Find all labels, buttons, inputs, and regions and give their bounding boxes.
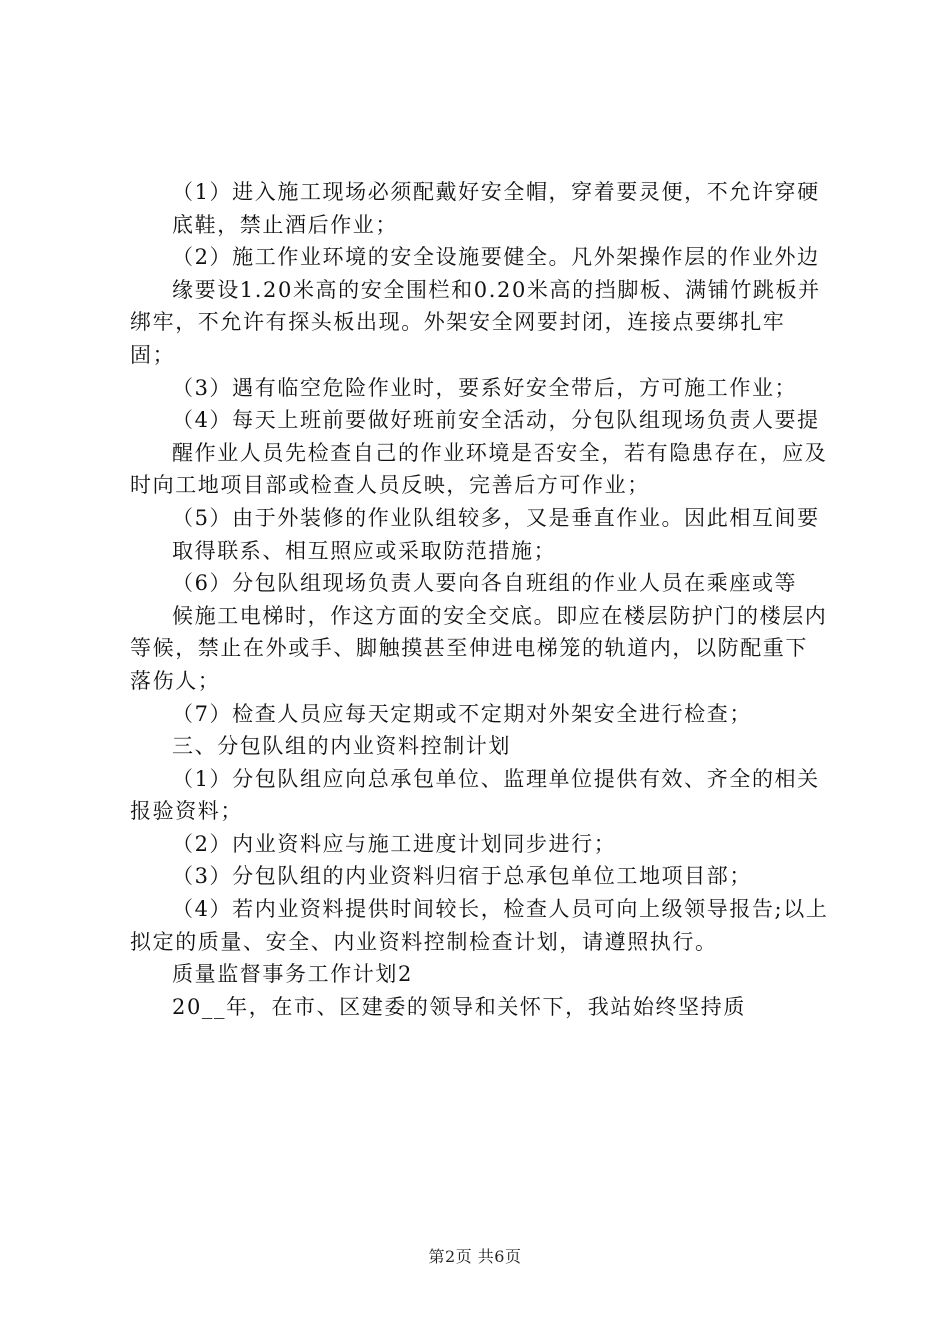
document-body [130, 176, 830, 1023]
paragraph-17: （4）若内业资料提供时间较长，检查人员可向上级领导报告;以上拟定的质量、安全、内业资料控制检查计划，请遵照执行。 [130, 897, 829, 954]
paragraph-12: （7）检查人员应每天定期或不定期对外架安全进行检查； [172, 701, 752, 726]
paragraph-15: （2）内业资料应与施工进度计划同步进行； [172, 831, 617, 856]
paragraph-3: （2）施工作业环境的安全设施要健全。凡外架操作层的作业外边 [172, 245, 820, 270]
paragraph-14: （1）分包队组应向总承包单位、监理单位提供有效、齐全的相关报验资料； [130, 766, 820, 824]
paragraph-8: （5）由于外装修的作业队组较多，又是垂直作业。因此相互间要 [172, 505, 820, 530]
section-heading: 三、分包队组的内业资料控制计划 [172, 734, 511, 759]
paragraph-2: 底鞋，禁止酒后作业； [172, 212, 398, 237]
paragraph-5: （3）遇有临空危险作业时，要系好安全带后，方可施工作业； [172, 375, 798, 400]
paragraph-1: （1）进入施工现场必须配戴好安全帽，穿着要灵便，不允许穿硬 [172, 180, 820, 204]
paragraph-4: 缘要设1.20米高的安全围栏和0.20米高的挡脚板、满铺竹跳板并绑牢，不允许有探头板出现。外架安全网要封闭，连接点要绑扎牢固； [130, 277, 821, 367]
subtitle-heading: 质量监督事务工作计划2 [172, 962, 413, 987]
paragraph-9: 取得联系、相互照应或采取防范措施； [172, 538, 557, 563]
paragraph-6: （4）每天上班前要做好班前安全活动，分包队组现场负责人要提 [172, 408, 820, 433]
paragraph-19: 20__年，在市、区建委的领导和关怀下，我站始终坚持质 [172, 994, 746, 1019]
paragraph-16: （3）分包队组的内业资料归宿于总承包单位工地项目部； [172, 864, 752, 889]
paragraph-10: （6）分包队组现场负责人要向各自班组的作业人员在乘座或等 [172, 571, 798, 596]
paragraph-7: 醒作业人员先检查自己的作业环境是否安全，若有隐患存在，应及时向工地项目部或检查人员反映，完善后方可作业； [130, 440, 828, 498]
paragraph-11: 候施工电梯时，作这方面的安全交底。即应在楼层防护门的楼层内等候，禁止在外或手、脚触摸甚至伸进电梯笼的轨道内，以防配重下落伤人； [130, 603, 828, 693]
page-number-footer: 第2页 共6页 [428, 1247, 522, 1266]
